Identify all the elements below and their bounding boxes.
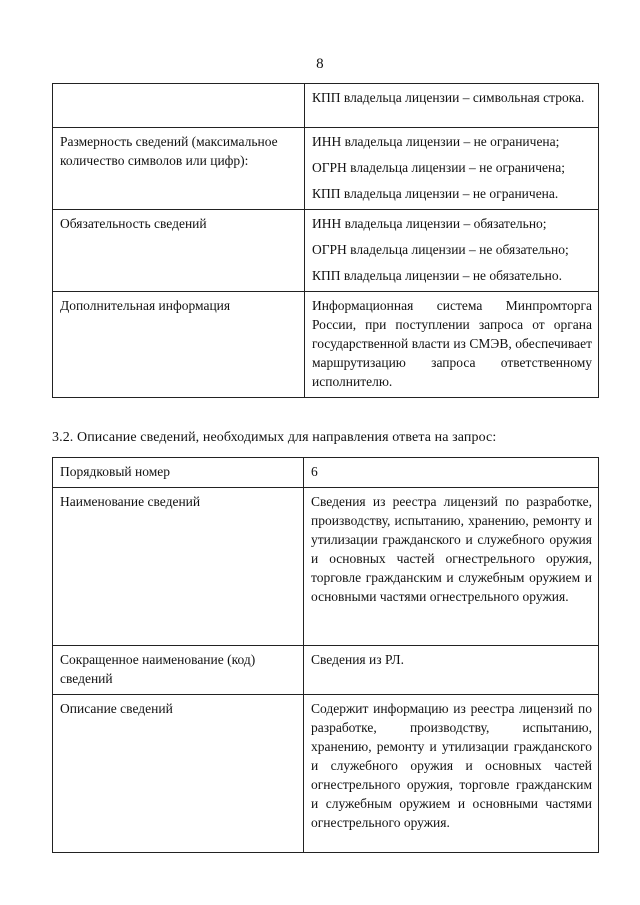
table-cell-value: Сведения из реестра лицензий по разработке, производству, испытанию, хранению, ремонту и утилизации гражданского и служебного оружия и основных частей огнестрельного оружия, торговле гражданским и служебным оружием и основными частями огнестрельного оружия. xyxy=(304,488,599,646)
cell-text-line: КПП владельца лицензии – символьная строка. xyxy=(312,90,585,105)
cell-text-line: КПП владельца лицензии – не ограничена. xyxy=(312,186,559,201)
page-number: 8 xyxy=(316,56,324,72)
table-row xyxy=(53,84,599,128)
table-cell-value: Сведения из РЛ. xyxy=(304,646,599,695)
table-cell-value xyxy=(305,84,599,128)
table-cell-value xyxy=(305,210,599,292)
table-row xyxy=(53,128,599,210)
cell-text-line: ИНН владельца лицензии – обязательно; xyxy=(312,216,547,231)
cell-text-line: КПП владельца лицензии – не обязательно. xyxy=(312,268,563,283)
cell-text-line: Информационная система Минпромторга России, при поступлении запроса от органа государственной власти из СМЭВ, обеспечивает маршрутизацию запроса ответственному исполнителю. xyxy=(312,298,592,389)
table-cell-value: Содержит информацию из реестра лицензий по разработке, производству, испытанию, хранению, ремонту и утилизации гражданского и служебного оружия и основных частей огнестрельного оружия, торговле гражданским и служебным оружием и основными частями огнестрельного оружия. xyxy=(304,695,599,853)
table-row xyxy=(53,210,599,292)
table-cell-label: Обязательность сведений xyxy=(53,210,305,292)
table-cell-label: Дополнительная информация xyxy=(53,292,305,398)
table-row xyxy=(53,292,599,398)
table-cell-value xyxy=(305,292,599,398)
cell-text-line: ОГРН владельца лицензии – не ограничена; xyxy=(312,160,565,175)
table-cell-value xyxy=(305,128,599,210)
table-cell-label: Размерность сведений (максимальное количество символов или цифр): xyxy=(53,128,305,210)
table-cell-label: Порядковый номер xyxy=(53,458,304,488)
requirements-table xyxy=(52,83,599,398)
table-row xyxy=(53,695,599,853)
response-data-table xyxy=(52,457,599,853)
table-row xyxy=(53,488,599,646)
table-cell-label: Наименование сведений xyxy=(53,488,304,646)
table-row xyxy=(53,646,599,695)
table-cell-value: 6 xyxy=(304,458,599,488)
cell-text-line: ОГРН владельца лицензии – не обязательно; xyxy=(312,242,569,257)
table-cell-label: Сокращенное наименование (код) сведений xyxy=(53,646,304,695)
table-cell-label: Описание сведений xyxy=(53,695,304,853)
cell-text-line: ИНН владельца лицензии – не ограничена; xyxy=(312,134,560,149)
table-row xyxy=(53,458,599,488)
section-heading: 3.2. Описание сведений, необходимых для направления ответа на запрос: xyxy=(52,430,497,445)
table-cell-label xyxy=(53,84,305,128)
